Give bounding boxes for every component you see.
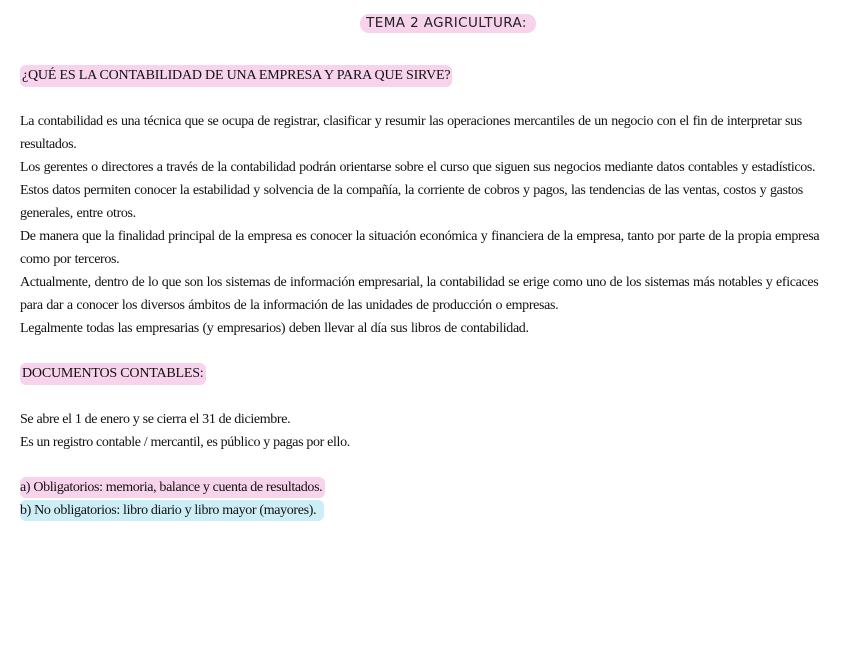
section-heading-documentos: DOCUMENTOS CONTABLES: <box>20 363 206 385</box>
text-line: Se abre el 1 de enero y se cierra el 31 de diciembre. <box>20 412 291 427</box>
document-page <box>20 14 820 522</box>
spacer <box>20 454 820 476</box>
obligatory-item: a) Obligatorios: memoria, balance y cuenta de resultados. <box>20 477 325 498</box>
non-obligatory-item: b) No obligatorios: libro diario y libro mayor (mayores). <box>20 500 324 521</box>
list-item <box>20 476 820 499</box>
text-line: Es un registro contable / mercantil, es público y pagas por ello. <box>20 435 350 450</box>
paragraph: De manera que la finalidad principal de la empresa es conocer la situación económica y financiera de la empresa, tanto por parte de la propia empresa como por terceros. <box>20 229 820 267</box>
section-heading-contabilidad: ¿QUÉ ES LA CONTABILIDAD DE UNA EMPRESA Y PARA QUE SIRVE? <box>20 65 452 87</box>
spacer <box>20 386 820 408</box>
document-title: TEMA 2 AGRICULTURA: <box>360 14 536 33</box>
paragraph: Estos datos permiten conocer la estabilidad y solvencia de la compañía, la corriente de cobros y pagos, las tendencias de las ventas, costos y gastos generales, entre otros. <box>20 183 803 221</box>
list-item <box>20 499 820 522</box>
title-row <box>20 14 820 42</box>
paragraph: La contabilidad es una técnica que se ocupa de registrar, clasificar y resumir las operaciones mercantiles de un negocio con el fin de interpretar sus resultados. <box>20 114 802 152</box>
paragraph: Actualmente, dentro de lo que son los sistemas de información empresarial, la contabilidad se erige como uno de los sistemas más notables y eficaces para dar a conocer los diversos ámbitos de la información de las unidades de producción o empresas. <box>20 275 819 313</box>
section-heading-row <box>20 362 820 386</box>
paragraph: Legalmente todas las empresarias (y empresarios) deben llevar al día sus libros de contabilidad. <box>20 321 529 336</box>
documentos-body <box>20 408 820 454</box>
spacer <box>20 340 820 362</box>
contabilidad-body <box>20 110 820 340</box>
paragraph: Los gerentes o directores a través de la contabilidad podrán orientarse sobre el curso que siguen sus negocios mediante datos contables y estadísticos. <box>20 160 816 175</box>
section-heading-row <box>20 64 820 88</box>
spacer <box>20 88 820 110</box>
